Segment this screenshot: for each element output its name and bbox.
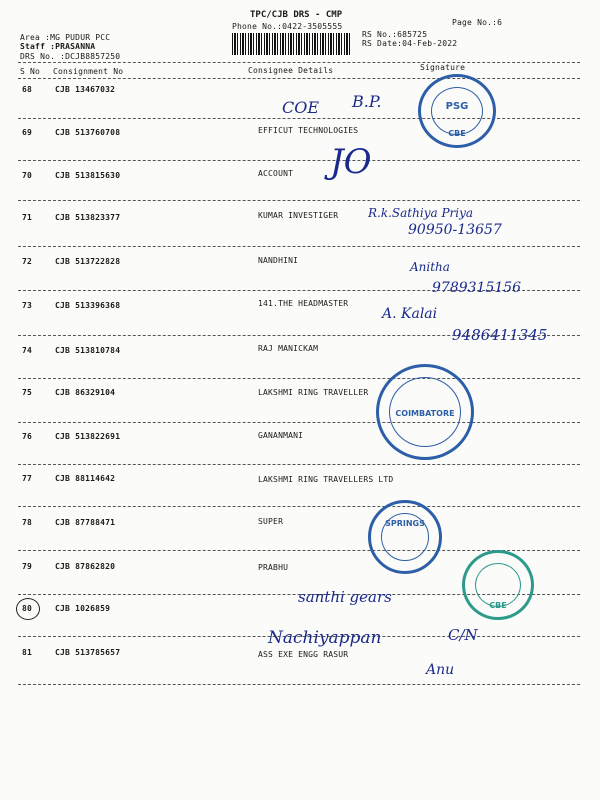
row-consignee: LAKSHMI RING TRAVELLER	[258, 388, 369, 397]
row-sno: 69	[22, 128, 33, 137]
rs-date: RS Date:04-Feb-2022	[362, 39, 458, 48]
column-header-sno: S No	[20, 67, 41, 76]
divider	[18, 246, 580, 247]
row-consignee: ASS EXE ENGG RASUR	[258, 650, 349, 659]
row-consignment: CJB 13467032	[55, 85, 116, 94]
signature: COE	[282, 98, 320, 117]
row-consignee: 141.THE HEADMASTER	[258, 299, 349, 308]
row-sno: 73	[22, 301, 33, 310]
divider	[18, 160, 580, 161]
drs-number: DRS No. :DCJB8857250	[20, 52, 121, 61]
row-consignment: CJB 86329104	[55, 388, 116, 397]
page-number: Page No.:6	[452, 18, 503, 27]
row-consignee: NANDHINI	[258, 256, 299, 265]
row-sno: 71	[22, 213, 33, 222]
row-sno: 80	[22, 604, 33, 613]
barcode	[232, 33, 352, 55]
signature: Anitha	[410, 260, 450, 274]
row-consignment: CJB 513396368	[55, 301, 121, 310]
row-sno: 81	[22, 648, 33, 657]
row-consignment: CJB 513810784	[55, 346, 121, 355]
signature: 9789315156	[432, 280, 522, 296]
row-consignment: CJB 513822691	[55, 432, 121, 441]
signature: 9486411345	[452, 326, 548, 344]
row-sno: 75	[22, 388, 33, 397]
row-sno: 72	[22, 257, 33, 266]
divider	[18, 78, 580, 79]
row-sno: 70	[22, 171, 33, 180]
column-header-signature: Signature	[420, 63, 466, 72]
divider	[18, 118, 580, 119]
row-consignment: CJB 87788471	[55, 518, 116, 527]
row-consignee: LAKSHMI RING TRAVELLERS LTD	[258, 475, 394, 484]
row-sno: 76	[22, 432, 33, 441]
row-consignee: EFFICUT TECHNOLOGIES	[258, 126, 359, 135]
row-sno: 78	[22, 518, 33, 527]
area-label: Area :MG PUDUR PCC	[20, 33, 111, 42]
column-header-consignee: Consignee Details	[248, 66, 334, 75]
row-consignee: KUMAR INVESTIGER	[258, 211, 339, 220]
signature: santhi gears	[298, 588, 392, 606]
divider	[18, 684, 580, 685]
divider	[18, 464, 580, 465]
signature: R.k.Sathiya Priya	[368, 206, 474, 220]
signature: A. Kalai	[382, 306, 438, 322]
row-consignee: ACCOUNT	[258, 169, 294, 178]
signature: C/N	[448, 626, 478, 644]
row-consignee: PRABHU	[258, 563, 289, 572]
divider	[18, 506, 580, 507]
row-consignment: CJB 87862820	[55, 562, 116, 571]
row-consignment: CJB 513785657	[55, 648, 121, 657]
divider	[18, 200, 580, 201]
divider	[18, 378, 580, 379]
signature: Anu	[426, 662, 455, 678]
signature: B.P.	[352, 92, 382, 111]
row-consignment: CJB 1026859	[55, 604, 111, 613]
divider	[18, 62, 580, 63]
row-consignment: CJB 513760708	[55, 128, 121, 137]
column-header-consignment: Consignment No	[53, 67, 124, 76]
staff-label: Staff :PRASANNA	[20, 42, 96, 51]
lakshmi-stamp: COIMBATORE	[376, 364, 474, 460]
psg-stamp: PSG CBE	[418, 74, 496, 148]
phone-number: Phone No.:0422-3505555	[232, 22, 343, 31]
rs-number: RS No.:685725	[362, 30, 428, 39]
divider	[18, 422, 580, 423]
row-consignee: SUPER	[258, 517, 284, 526]
gears-stamp: CBE	[462, 550, 534, 620]
report-title: TPC/CJB DRS - CMP	[250, 10, 343, 20]
row-sno: 77	[22, 474, 33, 483]
signature: JO	[330, 142, 372, 182]
row-consignment: CJB 88114642	[55, 474, 116, 483]
row-consignment: CJB 513823377	[55, 213, 121, 222]
row-consignee: RAJ MANICKAM	[258, 344, 319, 353]
row-sno: 68	[22, 85, 33, 94]
super-springs-stamp: SPRINGS	[368, 500, 442, 574]
row-sno: 74	[22, 346, 33, 355]
row-consignee: GANANMANI	[258, 431, 304, 440]
signature: Nachiyappan	[268, 628, 382, 648]
row-consignment: CJB 513815630	[55, 171, 121, 180]
row-sno: 79	[22, 562, 33, 571]
row-consignment: CJB 513722828	[55, 257, 121, 266]
signature: 90950-13657	[408, 222, 502, 238]
